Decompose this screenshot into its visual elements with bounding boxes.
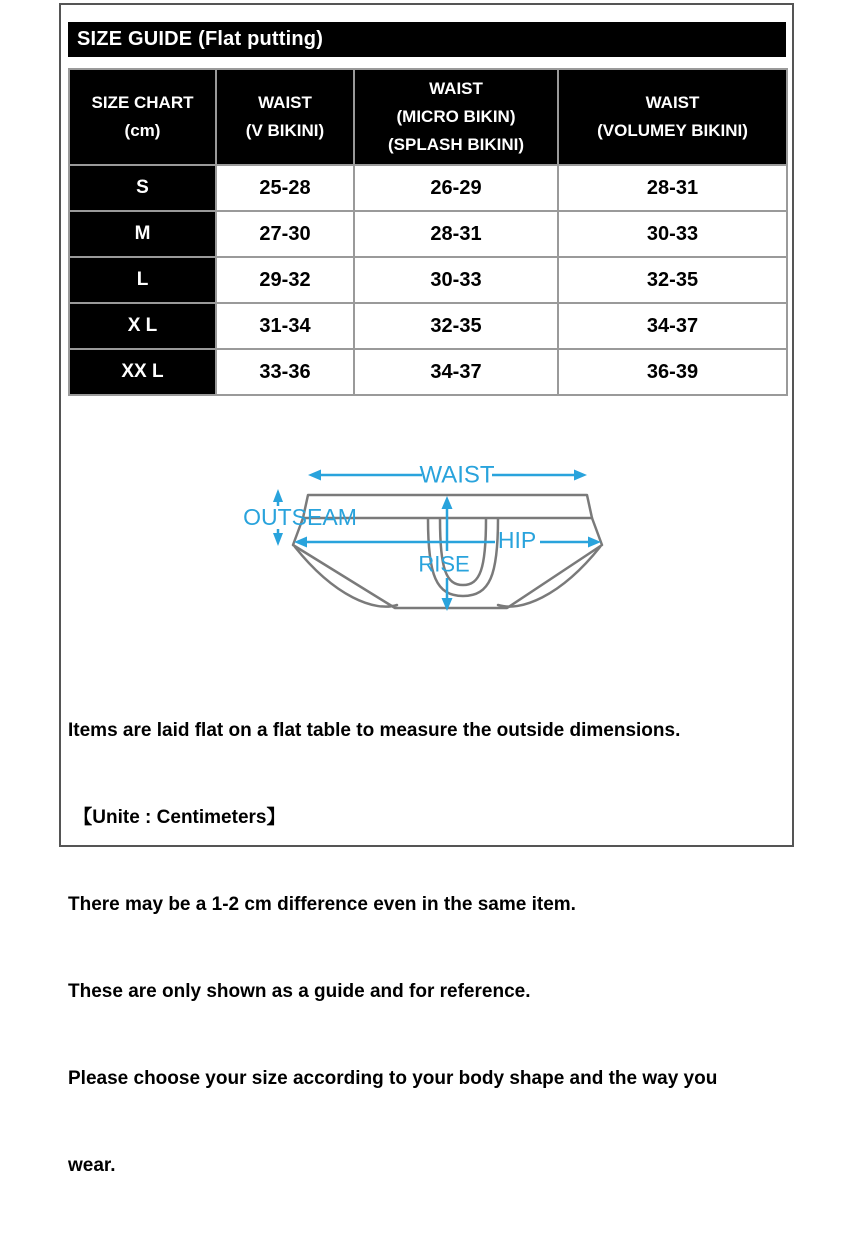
header-line: (MICRO BIKIN) bbox=[396, 107, 516, 126]
header-line: WAIST bbox=[258, 93, 312, 112]
note-line: Items are laid flat on a flat table to measure the outside dimensions. bbox=[68, 720, 681, 741]
column-header-waist-volumey bbox=[558, 69, 787, 165]
waist-value: 27-30 bbox=[216, 211, 354, 257]
outer-frame bbox=[59, 3, 794, 1176]
table-row-xl bbox=[69, 303, 787, 349]
waist-arrowhead-left bbox=[308, 470, 321, 481]
table-row-m bbox=[69, 211, 787, 257]
header-line: SIZE CHART bbox=[91, 93, 194, 112]
note-line: wear. bbox=[68, 1155, 116, 1176]
waist-value: 32-35 bbox=[558, 257, 787, 303]
waist-value: 32-35 bbox=[354, 303, 558, 349]
page-title: SIZE GUIDE (Flat putting) bbox=[68, 22, 786, 57]
size-label: S bbox=[69, 165, 216, 211]
table-row-l bbox=[69, 257, 787, 303]
waist-value: 25-28 bbox=[216, 165, 354, 211]
column-header-waist-v-bikini bbox=[216, 69, 354, 165]
size-label: M bbox=[69, 211, 216, 257]
note-line: Please choose your size according to your body shape and the way you bbox=[68, 1068, 718, 1089]
column-header-waist-micro-splash bbox=[354, 69, 558, 165]
hip-label: HIP bbox=[497, 527, 537, 553]
waist-value: 36-39 bbox=[558, 349, 787, 395]
waist-value: 30-33 bbox=[354, 257, 558, 303]
table-row-xxl bbox=[69, 349, 787, 395]
waist-value: 30-33 bbox=[558, 211, 787, 257]
waist-value: 29-32 bbox=[216, 257, 354, 303]
waist-value: 34-37 bbox=[558, 303, 787, 349]
waist-arrowhead-right bbox=[574, 470, 587, 481]
waist-value: 33-36 bbox=[216, 349, 354, 395]
size-label: L bbox=[69, 257, 216, 303]
table-row-s bbox=[69, 165, 787, 211]
rise-label: RISE bbox=[418, 551, 470, 577]
size-label: XX L bbox=[69, 349, 216, 395]
size-table-container bbox=[68, 68, 786, 396]
note-line: 【Unite : Centimeters】 bbox=[68, 807, 286, 828]
header-line: WAIST bbox=[429, 79, 483, 98]
outseam-arrowhead-down bbox=[273, 533, 283, 546]
header-line: (V BIKINI) bbox=[245, 121, 325, 140]
outseam-label: OUTSEAM bbox=[243, 504, 357, 530]
size-table-header-row bbox=[69, 69, 787, 165]
waist-value: 34-37 bbox=[354, 349, 558, 395]
size-table bbox=[68, 68, 788, 396]
header-line: (SPLASH BIKINI) bbox=[388, 135, 524, 154]
measurement-diagram bbox=[240, 445, 660, 630]
measurement-notes bbox=[68, 658, 786, 1238]
rise-arrowhead-up bbox=[442, 496, 453, 509]
note-line: There may be a 1-2 cm difference even in the same item. bbox=[68, 894, 576, 915]
size-label: X L bbox=[69, 303, 216, 349]
waist-value: 26-29 bbox=[354, 165, 558, 211]
column-header-size-chart bbox=[69, 69, 216, 165]
waist-value: 28-31 bbox=[558, 165, 787, 211]
header-line: WAIST bbox=[645, 93, 700, 112]
note-line: These are only shown as a guide and for reference. bbox=[68, 981, 531, 1002]
arrowheads bbox=[273, 470, 601, 612]
header-line: (cm) bbox=[124, 121, 161, 140]
waist-value: 31-34 bbox=[216, 303, 354, 349]
waist-value: 28-31 bbox=[354, 211, 558, 257]
header-line: (VOLUMEY BIKINI) bbox=[597, 121, 748, 140]
waist-label: WAIST bbox=[419, 461, 495, 489]
outseam-arrowhead-up bbox=[273, 489, 283, 502]
